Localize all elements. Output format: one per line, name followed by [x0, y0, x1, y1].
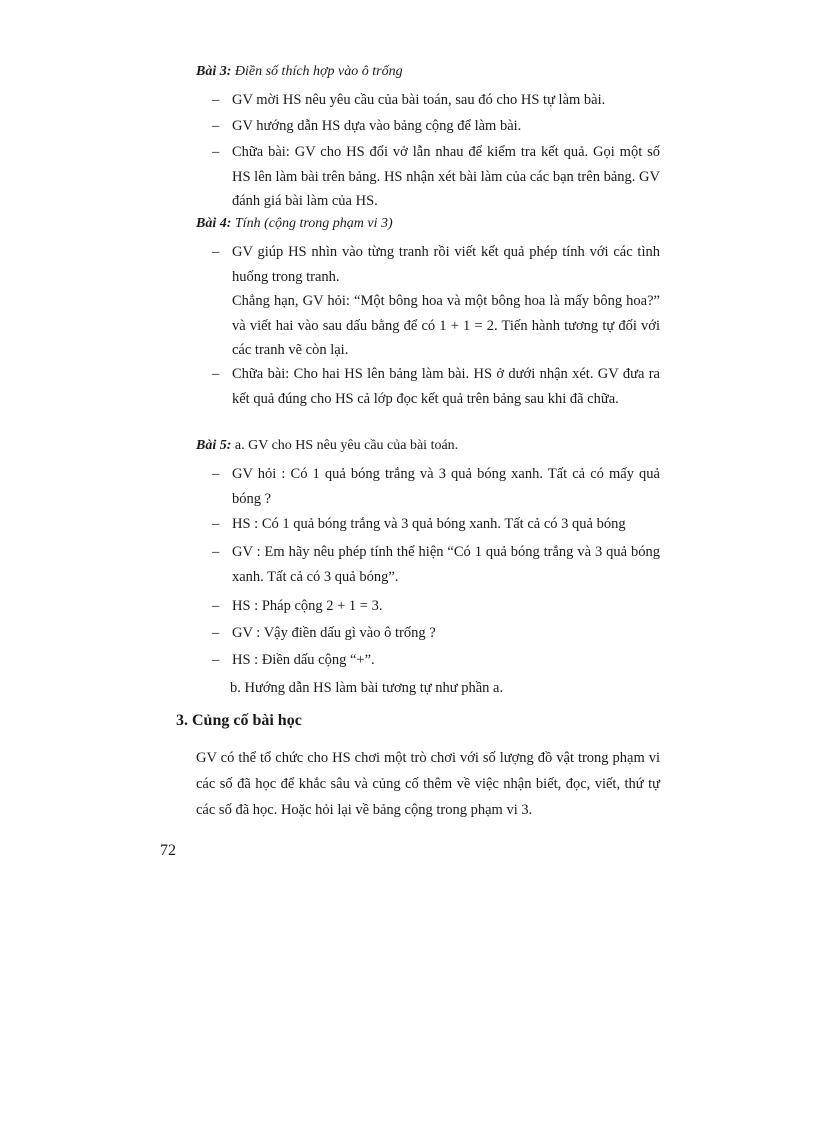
bai3-item-text: GV mời HS nêu yêu cầu của bài toán, sau đó cho HS tự làm bài.	[232, 92, 606, 108]
bai5-item-text: GV : Vậy điền dấu gì vào ô trống ?	[232, 625, 436, 641]
bai5-item-text: HS : Pháp cộng 2 + 1 = 3.	[232, 598, 383, 614]
bai5-part-b: b. Hướng dẫn HS làm bài tương tự như phần a.	[230, 680, 504, 696]
bai3-item	[212, 140, 660, 214]
bai4-title-text: Tính (cộng trong phạm vi 3)	[234, 216, 393, 231]
bai3-label: Bài 3:	[196, 64, 232, 79]
bai3-item-text: Chữa bài: GV cho HS đổi vở lẫn nhau để kiểm tra kết quả. Gọi một số HS lên làm bài trên bảng. HS nhận xét bài làm của các bạn trên bảng. GV đánh giá bài làm của HS.	[232, 144, 660, 209]
bai4-item-text: GV giúp HS nhìn vào từng tranh rồi viết kết quả phép tính với các tình huống trong tranh.	[232, 244, 660, 285]
bai5-item	[212, 621, 660, 646]
bai5-item	[212, 648, 660, 673]
bai5-item-text: GV hỏi : Có 1 quả bóng trắng và 3 quả bóng xanh. Tất cả có mấy quả bóng ?	[232, 466, 660, 507]
bai4-title	[196, 216, 393, 232]
dash-marker: –	[212, 544, 220, 560]
section-paragraph: GV có thể tổ chức cho HS chơi một trò chơi với số lượng đồ vật trong phạm vi các số đã học để khắc sâu và củng cố thêm về việc nhận biết, đọc, viết, thứ tự các số đã học. Hoặc hỏi lại về bảng cộng trong phạm vi 3.	[196, 750, 660, 818]
dash-marker: –	[212, 366, 220, 382]
dash-marker: –	[212, 92, 220, 108]
bai3-item-text: GV hướng dẫn HS dựa vào bảng cộng để làm bài.	[232, 118, 522, 134]
bai3-title	[196, 64, 403, 80]
dash-marker: –	[212, 144, 220, 160]
bai5-item-text: GV : Em hãy nêu phép tính thể hiện “Có 1 quả bóng trắng và 3 quả bóng xanh. Tất cả có 3 quả bóng”.	[232, 544, 660, 585]
dash-marker: –	[212, 244, 220, 260]
dash-marker: –	[212, 598, 220, 614]
bai4-label: Bài 4:	[196, 216, 232, 231]
bai5-item-text: HS : Có 1 quả bóng trắng và 3 quả bóng xanh. Tất cả có 3 quả bóng	[232, 516, 626, 532]
bai5-item	[212, 594, 660, 619]
bai5-item-text: HS : Điền dấu cộng “+”.	[232, 652, 375, 668]
bai4-example-text: Chẳng hạn, GV hỏi: “Một bông hoa và một bông hoa là mấy bông hoa?” và viết hai vào sau dấu bằng để có 1 + 1 = 2. Tiến hành tương tự đối với các tranh vẽ còn lại.	[232, 293, 660, 358]
dash-marker: –	[212, 652, 220, 668]
bai3-item	[212, 114, 660, 139]
bai5-label: Bài 5:	[196, 438, 232, 453]
bai5-title	[196, 438, 458, 454]
bai5-item	[212, 540, 660, 589]
bai5-item	[212, 512, 660, 537]
dash-marker: –	[212, 466, 220, 482]
bai4-example	[232, 289, 660, 363]
bai5-item	[212, 462, 660, 511]
bai4-item	[212, 240, 660, 289]
bai4-item-text: Chữa bài: Cho hai HS lên bảng làm bài. HS ở dưới nhận xét. GV đưa ra kết quả đúng cho HS cả lớp đọc kết quả trên bảng sau khi đã chữa.	[232, 366, 660, 407]
dash-marker: –	[212, 118, 220, 134]
dash-marker: –	[212, 625, 220, 641]
bai4-item	[212, 362, 660, 411]
bai3-item	[212, 88, 660, 113]
dash-marker: –	[212, 516, 220, 532]
section-heading: 3. Củng cố bài học	[176, 712, 302, 729]
page-number: 72	[160, 842, 176, 859]
bai5-part-a: a. GV cho HS nêu yêu cầu của bài toán.	[234, 438, 459, 453]
bai3-title-text: Điền số thích hợp vào ô trống	[234, 64, 403, 79]
